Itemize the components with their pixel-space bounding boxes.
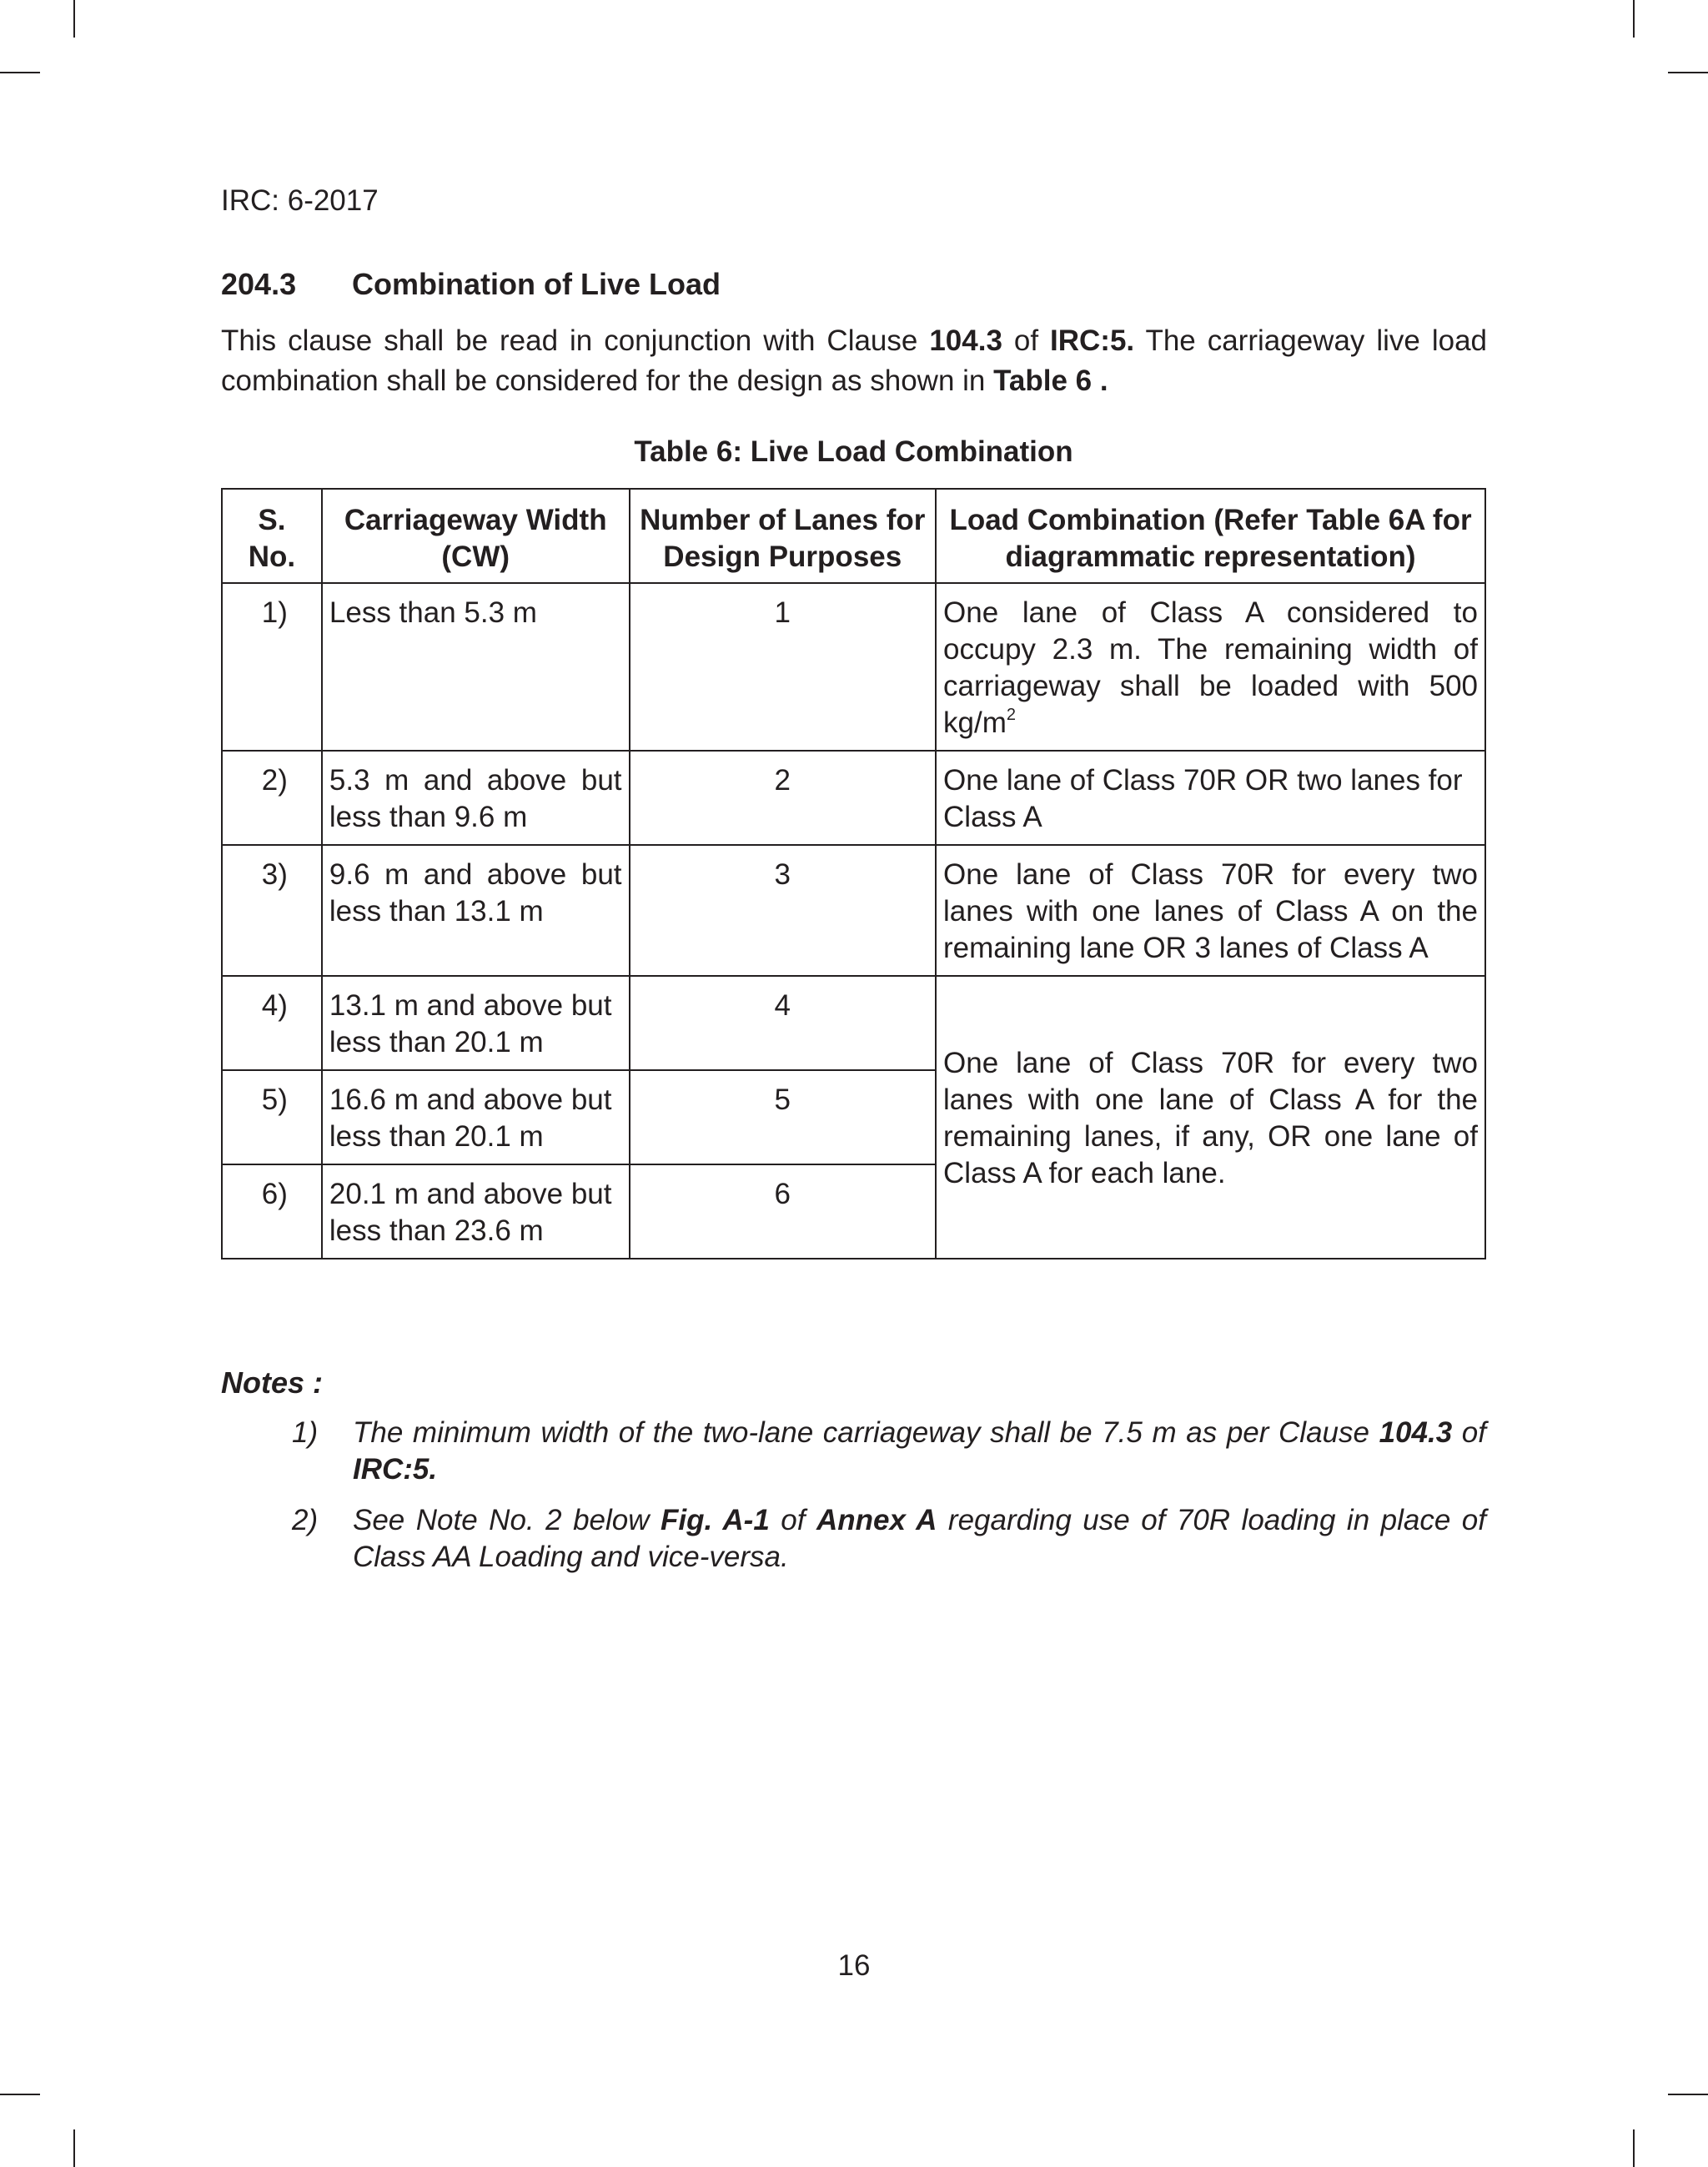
- note-item: [292, 1502, 1486, 1576]
- live-load-table: [221, 488, 1486, 1259]
- note-text: See Note No. 2 below Fig. A-1 of Annex A regarding use of 70R loading in place of Class AA Loading and vice-versa.: [353, 1504, 1486, 1573]
- note-number: 2): [292, 1504, 319, 1536]
- cell-lanes: 3: [630, 845, 937, 976]
- cell-lanes: 6: [630, 1164, 937, 1259]
- cell-sno: 2): [222, 751, 322, 845]
- crop-mark: [73, 0, 75, 38]
- cell-lanes: 1: [630, 583, 937, 751]
- cell-lanes: 4: [630, 976, 937, 1070]
- section-heading: [221, 267, 721, 302]
- crop-mark: [0, 72, 40, 73]
- table-header-row: [222, 489, 1485, 583]
- cell-carriageway-width: 9.6 m and above but less than 13.1 m: [322, 845, 630, 976]
- notes-title: Notes :: [221, 1365, 324, 1400]
- cell-carriageway-width: Less than 5.3 m: [322, 583, 630, 751]
- header-number-of-lanes: Number of Lanes for Design Purposes: [630, 489, 937, 583]
- cell-sno: 1): [222, 583, 322, 751]
- table-row: [222, 583, 1485, 751]
- table-row: [222, 976, 1485, 1070]
- header-load-combination: Load Combination (Refer Table 6A for diagrammatic representation): [936, 489, 1485, 583]
- cell-lanes: 2: [630, 751, 937, 845]
- crop-mark: [0, 2094, 40, 2095]
- cell-carriageway-width: 20.1 m and above but less than 23.6 m: [322, 1164, 630, 1259]
- note-number: 1): [292, 1416, 319, 1449]
- section-title: Combination of Live Load: [352, 267, 721, 301]
- section-number: 204.3: [221, 267, 297, 301]
- cell-sno: 3): [222, 845, 322, 976]
- crop-mark: [1633, 2129, 1635, 2167]
- crop-mark: [1668, 72, 1708, 73]
- cell-sno: 6): [222, 1164, 322, 1259]
- note-item: [292, 1415, 1486, 1488]
- table-row: [222, 751, 1485, 845]
- cell-sno: 4): [222, 976, 322, 1070]
- cell-load-combination-merged: One lane of Class 70R for every two lanes with one lane of Class A for the remaining lanes, if any, OR one lane of Class A for each lane.: [936, 976, 1485, 1259]
- table-row: [222, 845, 1485, 976]
- cell-carriageway-width: 13.1 m and above but less than 20.1 m: [322, 976, 630, 1070]
- crop-mark: [1633, 0, 1635, 38]
- cell-lanes: 5: [630, 1070, 937, 1164]
- note-text: The minimum width of the two-lane carriageway shall be 7.5 m as per Clause 104.3 of IRC:5.: [353, 1416, 1486, 1486]
- crop-mark: [73, 2129, 75, 2167]
- running-header: IRC: 6-2017: [221, 184, 379, 217]
- cell-load-combination: One lane of Class 70R for every two lanes with one lanes of Class A on the remaining lane OR 3 lanes of Class A: [936, 845, 1485, 976]
- cell-carriageway-width: 5.3 m and above but less than 9.6 m: [322, 751, 630, 845]
- page-number: 16: [837, 1949, 871, 1982]
- cell-sno: 5): [222, 1070, 322, 1164]
- crop-mark: [1668, 2094, 1708, 2095]
- header-carriageway-width: Carriageway Width (CW): [322, 489, 630, 583]
- section-paragraph: This clause shall be read in conjunction with Clause 104.3 of IRC:5. The carriageway live load combination shall be considered for the design as shown in Table 6 .: [221, 324, 1488, 397]
- cell-load-combination: One lane of Class 70R OR two lanes for Class A: [936, 751, 1485, 845]
- cell-carriageway-width: 16.6 m and above but less than 20.1 m: [322, 1070, 630, 1164]
- table-title: Table 6: Live Load Combination: [634, 435, 1073, 468]
- cell-load-combination: One lane of Class A considered to occupy 2.3 m. The remaining width of carriageway shall be loaded with 500 $kg/m^2$: [936, 583, 1485, 751]
- header-sno: S. No.: [222, 489, 322, 583]
